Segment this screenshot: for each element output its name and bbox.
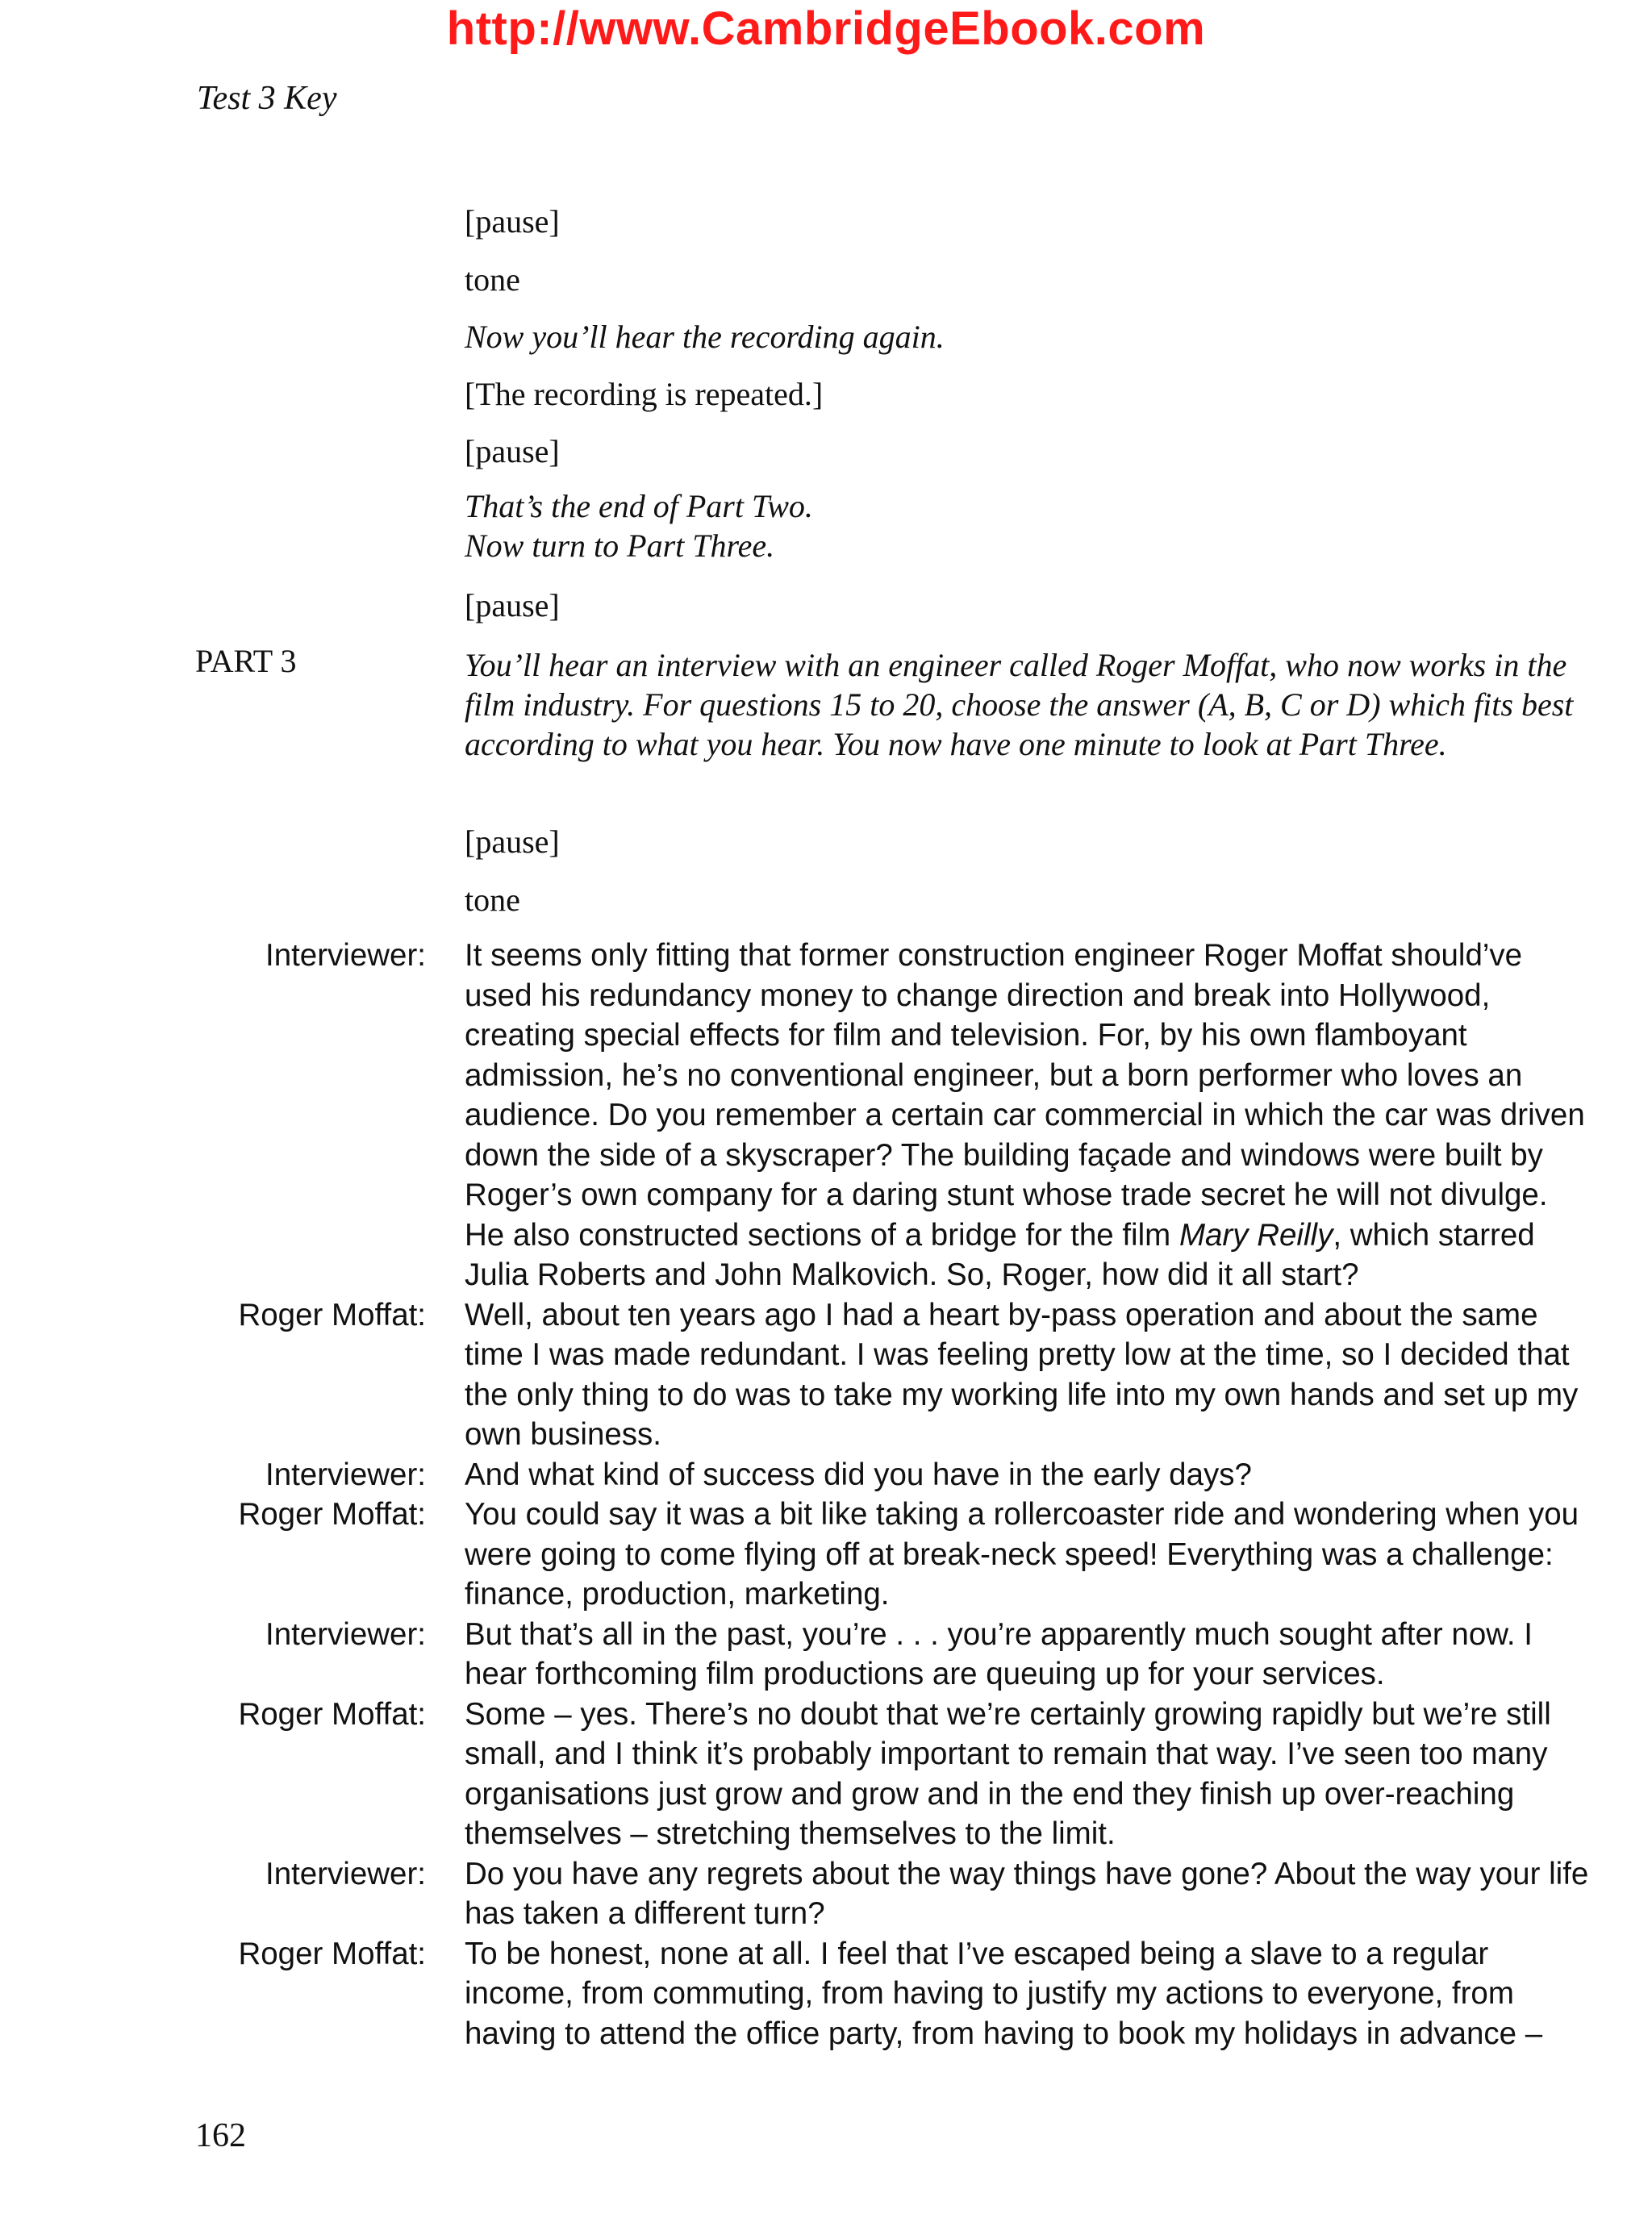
watermark-url: http://www.CambridgeEbook.com (446, 2, 1206, 55)
speaker-label: Roger Moffat: (238, 1696, 426, 1732)
speaker-label: Interviewer: (265, 1457, 426, 1492)
dialogue-turn (0, 1695, 1652, 1854)
dialogue-turn (0, 936, 1652, 1295)
end-of-part-line: That’s the end of Part Two. (465, 488, 813, 524)
utterance (465, 936, 1594, 1295)
utterance: Well, about ten years ago I had a heart by-pass operation and about the same time I was made redundant. I was feeling pretty low at the time, so I decided that the only thing to do was to take my working life into my own hands and set up my own business. (465, 1297, 1579, 1452)
speaker-label: Interviewer: (265, 1616, 426, 1652)
dialogue-turn (0, 1295, 1652, 1455)
dialogue-turn (0, 1615, 1652, 1695)
turn-to-part-line: Now turn to Part Three. (465, 527, 775, 564)
utterance: To be honest, none at all. I feel that I’ve escaped being a slave to a regular income, from commuting, from having to justify my actions to everyone, from having to attend the office party, from having to book my holidays in advance – (465, 1936, 1543, 2051)
speaker-label: Roger Moffat: (238, 1936, 426, 1971)
utterance: You could say it was a bit like taking a rollercoaster ride and wondering when you were going to come flying off at break-neck speed! Everything was a challenge: finance, production, marketing. (465, 1497, 1579, 1612)
utterance: But that’s all in the past, you’re . . . you’re apparently much sought after now. I hear forthcoming film productions are queuing up for your services. (465, 1616, 1533, 1691)
stage-direction-repeat-notice: Now you’ll hear the recording again. (465, 319, 945, 355)
part-heading: PART 3 (195, 643, 297, 679)
utterance: Do you have any regrets about the way things have gone? About the way your life has taken a different turn? (465, 1856, 1589, 1931)
stage-direction-tone: tone (465, 261, 520, 298)
stage-direction-tone: tone (465, 882, 520, 918)
stage-direction-pause: [pause] (465, 203, 560, 240)
film-title: Mary Reilly (1179, 1217, 1333, 1253)
dialogue-turn (0, 1495, 1652, 1615)
part-instructions: You’ll hear an interview with an engineer called Roger Moffat, who now works in the film industry. For questions 15 to 20, choose the answer (A, B, C or D) which fits best according to what you hear. You now have one minute to look at Part Three. (465, 647, 1574, 762)
speaker-label: Interviewer: (265, 938, 426, 973)
speaker-label: Roger Moffat: (238, 1297, 426, 1332)
dialogue-turn (0, 1854, 1652, 1934)
dialogue-turn (0, 1934, 1652, 2054)
stage-direction-pause: [pause] (465, 824, 560, 860)
speaker-label: Roger Moffat: (238, 1497, 426, 1532)
utterance: Some – yes. There’s no doubt that we’re certainly growing rapidly but we’re still small, and I think it’s probably important to remain that way. I’ve seen too many organisations just grow and grow and in the end they finish up over-reaching themselves – stretching themselves to the limit. (465, 1696, 1551, 1851)
utterance: And what kind of success did you have in the early days? (465, 1457, 1252, 1492)
section-transition (465, 486, 813, 565)
interview-transcript (0, 936, 1652, 2054)
stage-direction-repeated: [The recording is repeated.] (465, 376, 824, 412)
utterance-text: It seems only fitting that former construction engineer Roger Moffat should’ve used his redundancy money to change direction and break into Hollywood, creating special effects for film and television. For, by his own flamboyant admission, he’s no conventional engineer, but a born performer who loves an audience. Do you remember a certain car commercial in which the car was driven down the side of a skyscraper? The building façade and windows were built by Roger’s own company for a daring stunt whose trade secret he will not divulge. He also constructed sections of a bridge for the film (465, 938, 1585, 1253)
stage-direction-pause: [pause] (465, 433, 560, 469)
stage-direction-pause: [pause] (465, 587, 560, 623)
dialogue-turn (0, 1455, 1652, 1495)
utterance-text: , which starred Julia Roberts and John Malkovich. So, Roger, how did it all start? (465, 1217, 1535, 1292)
running-head: Test 3 Key (197, 80, 337, 117)
speaker-label: Interviewer: (265, 1856, 426, 1891)
page-number: 162 (195, 2117, 246, 2154)
